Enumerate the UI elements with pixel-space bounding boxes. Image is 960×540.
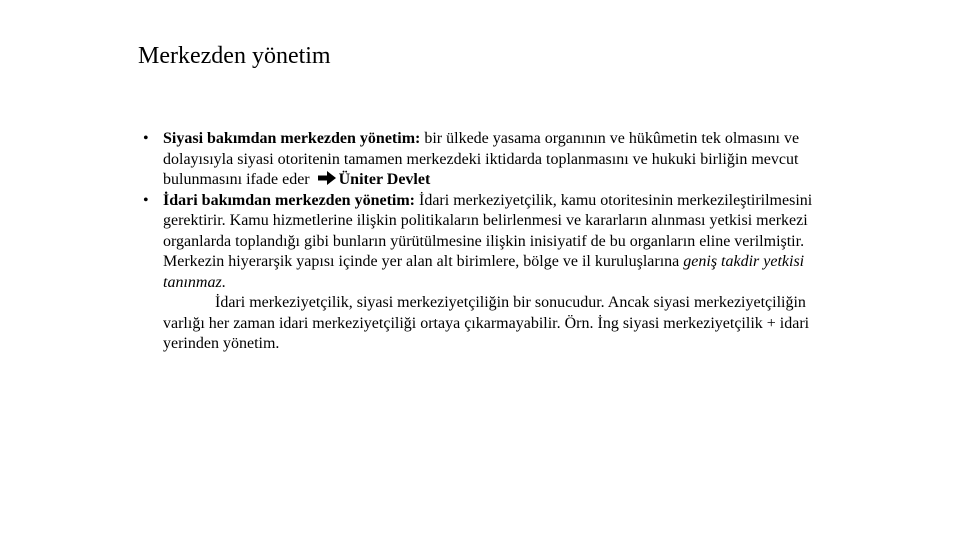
right-arrow-icon bbox=[318, 171, 336, 185]
bullet-political-centralization bbox=[143, 129, 843, 191]
bullet-period: . bbox=[221, 273, 226, 291]
bullet-italic-text: geniş takdir yetkisi tanınmaz bbox=[163, 253, 805, 291]
bullet-administrative-centralization bbox=[143, 191, 843, 355]
slide-content bbox=[143, 129, 843, 355]
bullet-text: İdari merkeziyetçilik, kamu otoritesinin merkezileştirilmesini gerektirir. Kamu hizmetlerine ilişkin politikaların belirlenmesi ve kararların alınması yetkisi merkezi organlarda toplandığı gibi bunların yürütülmesine ilişkin inisiyatif de bu organların eline verilmiştir. Merkezin hiyerarşik yapısı içinde yer alan alt birimlere, bölge ve il kuruluşlarına bbox=[163, 191, 813, 270]
bullet-heading: Siyasi bakımdan merkezden yönetim: bbox=[163, 130, 421, 147]
bullet-marker: • bbox=[143, 130, 149, 147]
bullet-text: bir ülkede yasama organının ve hükûmetin tek olmasını ve dolayısıyla siyasi otoritenin tamamen merkezdeki iktidarda toplanmasını ve hukuki birliğin mevcut bulunmasını ifade eder bbox=[163, 130, 800, 188]
bullet-heading: İdari bakımdan merkezden yönetim: bbox=[163, 191, 415, 209]
slide-title: Merkezden yönetim bbox=[138, 43, 331, 69]
bullet-paragraph: İdari merkeziyetçilik, siyasi merkeziyetçiliğin bir sonucudur. Ancak siyasi merkeziyetçiliğin varlığı her zaman idari merkeziyetçiliği ortaya çıkarmayabilir. Örn. İng siyasi merkeziyetçilik + idari yerinden yönetim. bbox=[163, 294, 810, 352]
bullet-conclusion: Üniter Devlet bbox=[338, 171, 431, 188]
bullet-marker: • bbox=[143, 191, 149, 209]
